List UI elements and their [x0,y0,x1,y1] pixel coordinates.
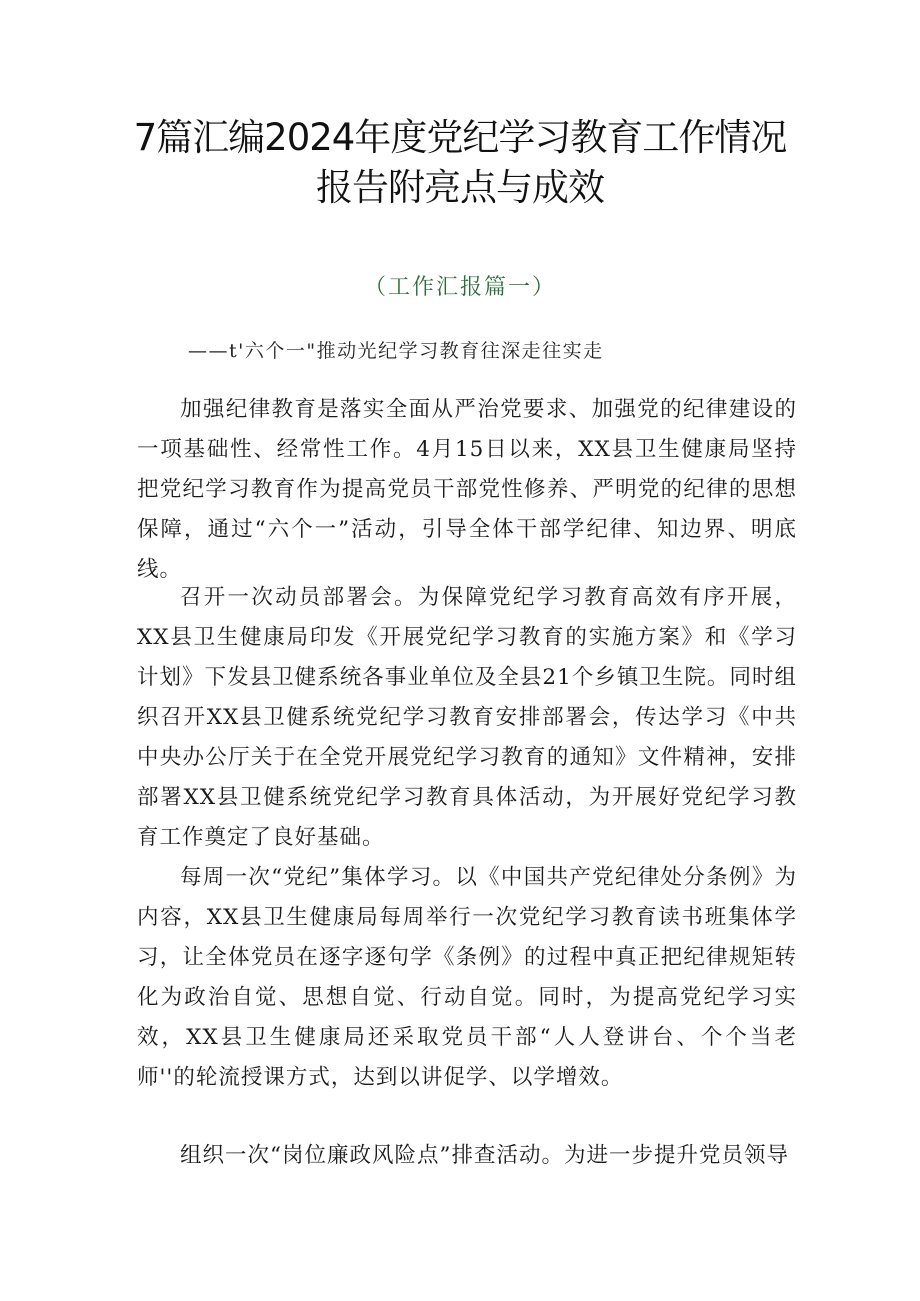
document-title-line-2: 报告附亮点与成效 [316,166,604,209]
body-paragraph: 召开一次动员部署会。为保障党纪学习教育高效有序开展，XX县卫生健康局印发《开展党纪学习教育的实施方案》和《学习计划》下发县卫健系统各事业单位及全县21个乡镇卫生院。同时组织召开XX县卫健系统党纪学习教育安排部署会，传达学习《中共中央办公厅关于在全党开展党纪学习教育的通知》文件精神，安排部署XX县卫健系统党纪学习教育具体活动，为开展好党纪学习教育工作奠定了良好基础。 [137,585,797,850]
body-paragraph: 每周一次“党纪”集体学习。以《中国共产党纪律处分条例》为内容，XX县卫生健康局每周举行一次党纪学习教育读书班集体学习，让全体党员在逐字逐句学《条例》的过程中真正把纪律规矩转化为政治自觉、思想自觉、行动自觉。同时，为提高党纪学习实效，XX县卫生健康局还采取党员干部“人人登讲台、个个当老师''的轮流授课方式，达到以讲促学、以学增效。 [137,865,797,1090]
section-byline: ——t'六个一"推动光纪学习教育往深走往实走 [188,340,604,362]
document-title-line-1: 7篇汇编2024年度党纪学习教育工作情况 [133,116,787,159]
body-paragraph: 加强纪律教育是落实全面从严治党要求、加强党的纪律建设的一项基础性、经常性工作。4月15日以来，XX县卫生健康局坚持把党纪学习教育作为提高党员干部党性修养、严明党的纪律的思想保障，通过“六个一”活动，引导全体干部学纪律、知边界、明底线。 [137,397,797,582]
body-paragraph: 组织一次“岗位廉政风险点”排查活动。为进一步提升党员领导 [180,1143,789,1168]
section-subtitle: （工作汇报篇一） [363,275,556,300]
